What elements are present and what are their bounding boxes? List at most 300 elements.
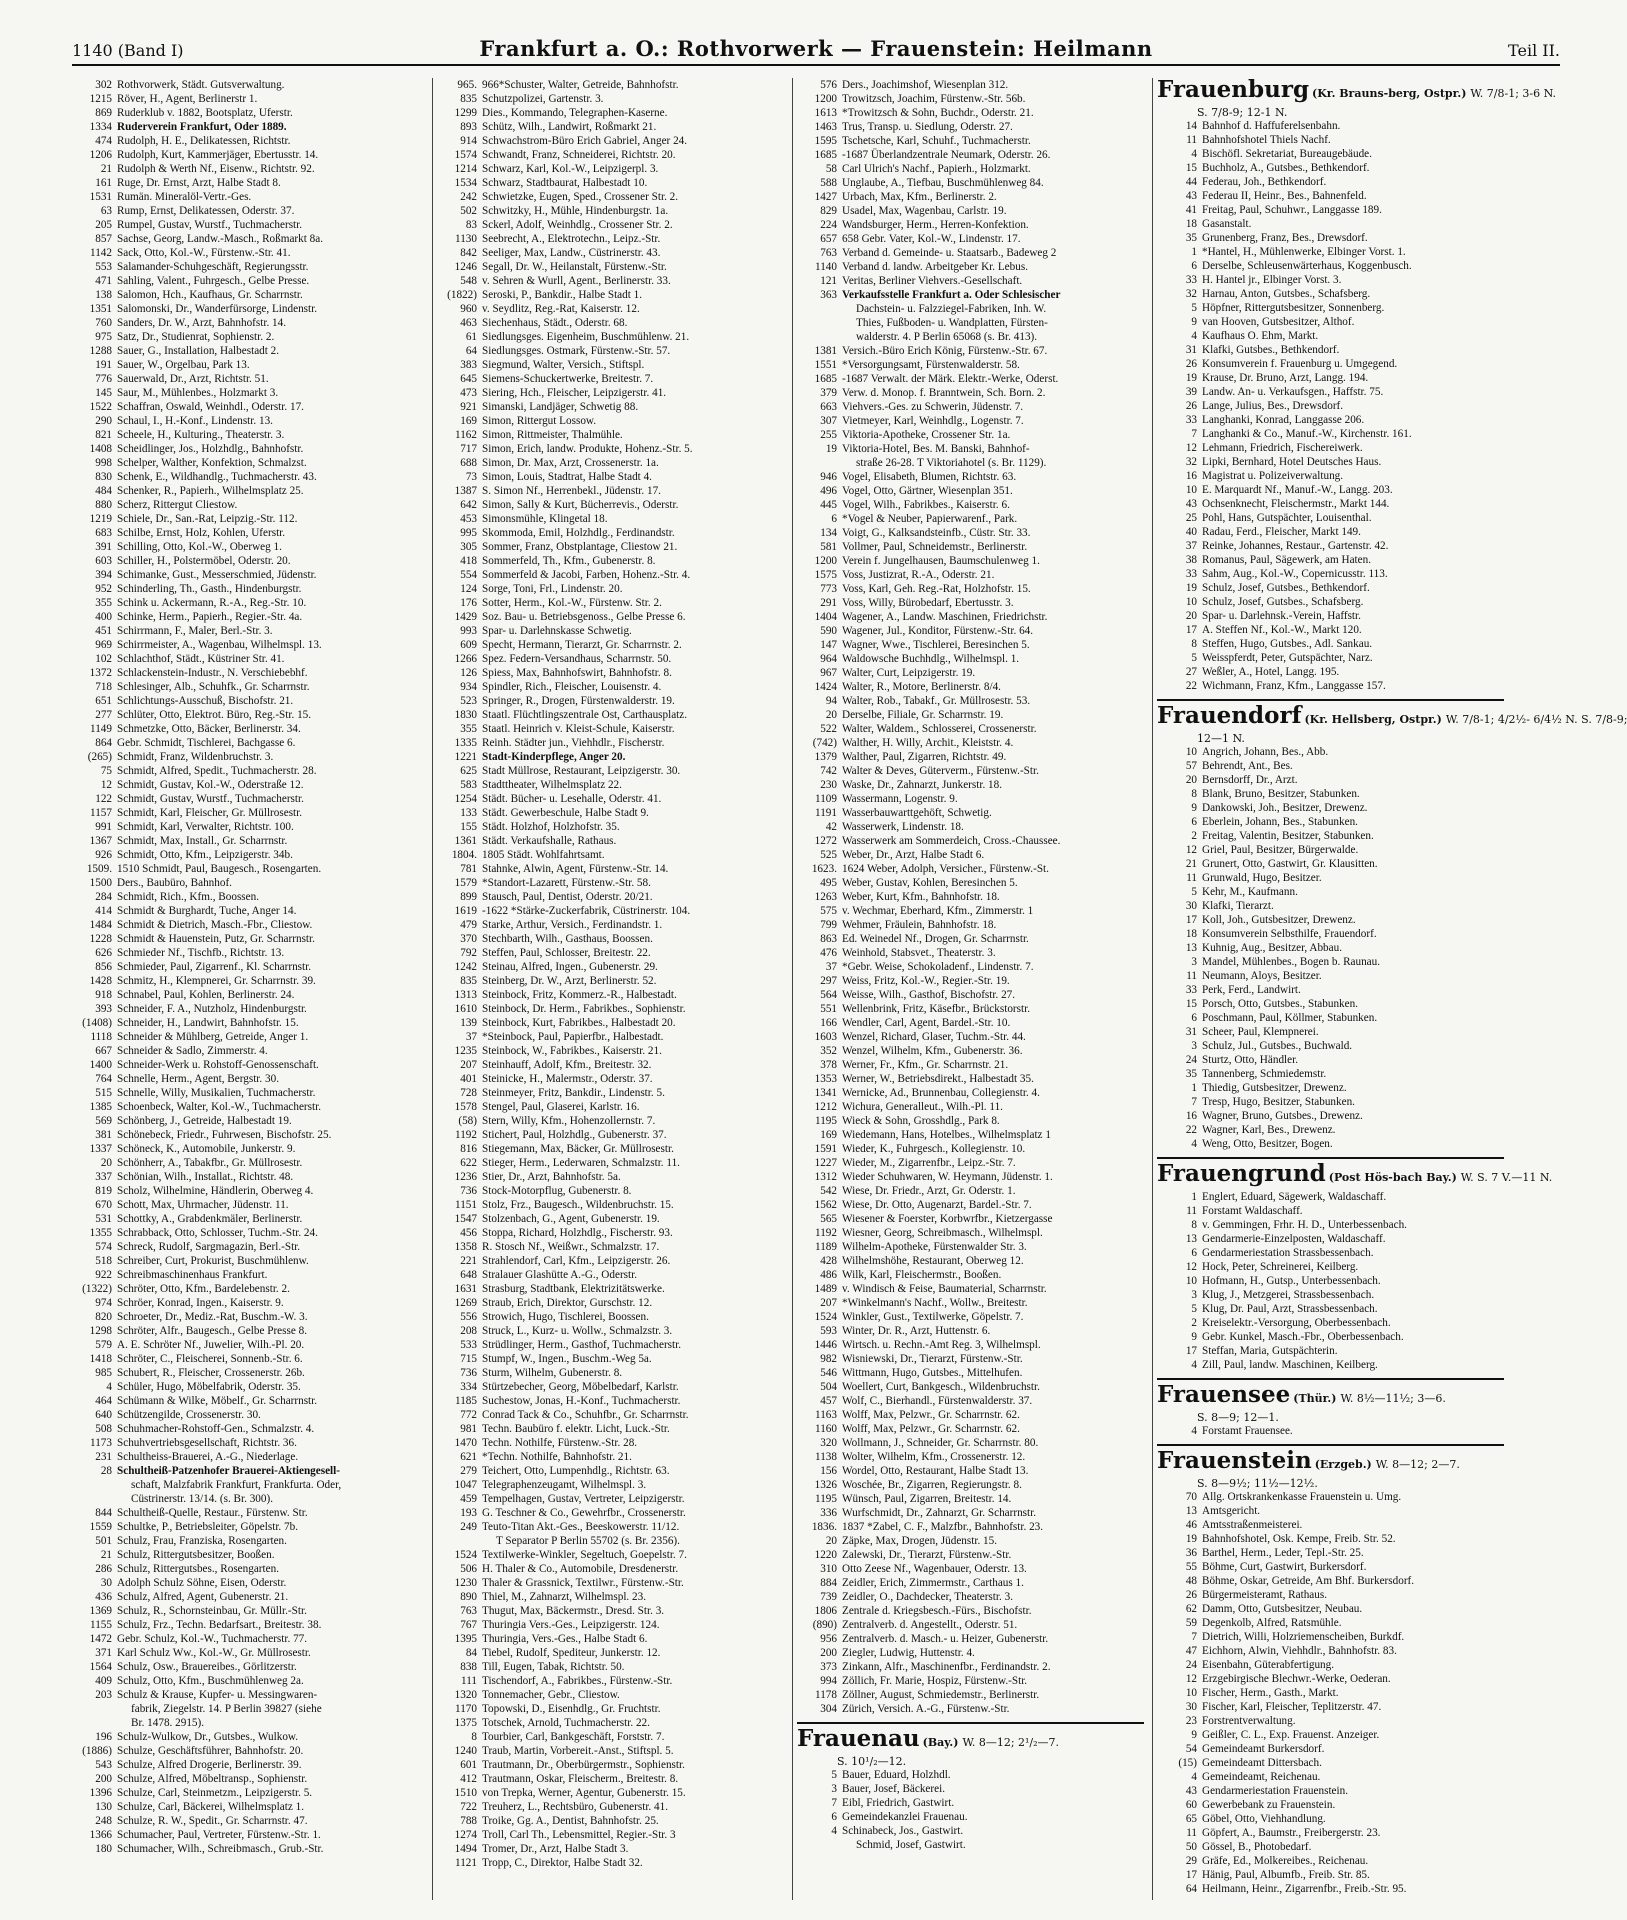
entry-text: Wagner, Wwe., Tischlerei, Beresinchen 5.: [842, 639, 1030, 651]
list-item: [437, 610, 784, 624]
list-item: [437, 1660, 784, 1674]
phone-number: 191: [95, 359, 112, 371]
entry-text: *Steinbock, Paul, Papierfbr., Halbestadt.: [482, 1031, 664, 1043]
phone-number: 20: [1185, 774, 1197, 786]
phone-number: 728: [460, 1087, 477, 1099]
list-item: [437, 876, 784, 890]
entry-text: Sturm, Wilhelm, Gubenerstr. 8.: [482, 1367, 623, 1379]
phone-number: 428: [820, 1255, 837, 1267]
list-item: [72, 848, 424, 862]
list-item: [797, 554, 1144, 568]
entry-text: Magistrat u. Polizeiverwaltung.: [1202, 470, 1344, 482]
phone-number: 1579: [454, 877, 477, 889]
entry-text: Schönberg, J., Getreide, Halbestadt 19.: [117, 1115, 292, 1127]
phone-number: [72, 1716, 117, 1730]
entry-text: Höpfner, Rittergutsbesitzer, Sonnenberg.: [1202, 302, 1385, 314]
list-item: [1157, 651, 1504, 665]
list-item: [1157, 1039, 1504, 1053]
phone-number: 993: [460, 625, 477, 637]
phone-number: 479: [460, 919, 477, 931]
list-item: [72, 1590, 424, 1604]
list-item: [1157, 1095, 1504, 1109]
entry-text: Gebr. Kunkel, Masch.-Fbr., Oberbessenbach.: [1202, 1331, 1404, 1343]
phone-number: 502: [460, 205, 477, 217]
phone-number: 1463: [814, 121, 837, 133]
entry-text: Teichert, Otto, Lumpenhdlg., Richtstr. 63.: [482, 1465, 670, 1477]
entry-text: Schmidt, Max, Install., Gr. Scharrnstr.: [117, 835, 288, 847]
entry-text: Federau II, Heinr., Bes., Bahnenfeld.: [1202, 190, 1367, 202]
phone-number: 1162: [455, 429, 477, 441]
phone-number: 1804.: [451, 849, 477, 861]
phone-number: 8: [1191, 788, 1197, 800]
phone-number: 880: [95, 499, 112, 511]
list-item: [1157, 969, 1504, 983]
list-item: [797, 1198, 1144, 1212]
phone-number: 1619: [454, 905, 477, 917]
list-item: [72, 1772, 424, 1786]
entry-text: Walter & Deves, Güterverm., Fürstenw.-Str.: [842, 765, 1039, 777]
entry-text: Wordel, Otto, Restaurant, Halbe Stadt 13.: [842, 1465, 1029, 1477]
entry-text: Ed. Weinedel Nf., Drogen, Gr. Scharrnstr.: [842, 933, 1029, 945]
entry-text: Wieder Schuhwaren, W. Heymann, Jüdenstr. 1.: [842, 1171, 1053, 1183]
phone-number: 715: [460, 1353, 477, 1365]
list-item: [1157, 231, 1504, 245]
entry-text: Griel, Paul, Besitzer, Bürgerwalde.: [1202, 844, 1359, 856]
list-item: [72, 302, 424, 316]
phone-number: 224: [820, 219, 837, 231]
entry-text: Schönherr, A., Tabakfbr., Gr. Müllrosestr.: [117, 1157, 303, 1169]
phone-number: 593: [820, 1325, 837, 1337]
entry-text: Schulz, Frz., Techn. Bedarfsart., Breitestr. 38.: [117, 1619, 322, 1631]
office-hours: W. 8½—11½; 3—6.: [1340, 1392, 1446, 1405]
list-item: [797, 316, 1144, 330]
phone-number: 974: [95, 1297, 112, 1309]
list-item: [437, 120, 784, 134]
list-item: [797, 680, 1144, 694]
phone-number: 23: [1185, 1715, 1197, 1727]
phone-number: 523: [460, 695, 477, 707]
list-item: [437, 1184, 784, 1198]
entry-text: Bahnhof d. Haffuferelsenbahn.: [1202, 120, 1341, 132]
phone-number: 205: [95, 219, 112, 231]
list-item: [797, 386, 1144, 400]
list-item: [1157, 1770, 1504, 1784]
list-item: [1157, 623, 1504, 637]
list-item: [1157, 609, 1504, 623]
entry-text: Troll, Carl Th., Lebensmittel, Regier.-Str. 3: [482, 1829, 676, 1841]
entry-text: Tischendorf, A., Fabrikbes., Fürstenw.-Str.: [482, 1675, 673, 1687]
phone-number: 307: [820, 415, 837, 427]
entry-text: Werner, Fr., Kfm., Gr. Scharrnstr. 21.: [842, 1059, 1009, 1071]
phone-number: 57: [1185, 760, 1197, 772]
town-name: Frauenau: [797, 1725, 920, 1752]
phone-number: 1189: [815, 1241, 837, 1253]
phone-number: 1610: [454, 1003, 477, 1015]
office-hours: W. 7/8-1; 3-6 N.: [1470, 87, 1557, 100]
list-item: [437, 1632, 784, 1646]
phone-number: 94: [825, 695, 837, 707]
entry-text: -1687 Verwalt. der Märk. Elektr.-Werke, Oderst.: [842, 373, 1059, 385]
list-item: [437, 1254, 784, 1268]
phone-number: 1230: [454, 1577, 477, 1589]
phone-number: 981: [460, 1423, 477, 1435]
list-item: [72, 1548, 424, 1562]
list-item: [1157, 119, 1504, 133]
entry-text: Viehvers.-Ges. zu Schwerin, Jüdenstr. 7.: [842, 401, 1024, 413]
entry-text: Schröter, C., Fleischerei, Sonnenb.-Str. 6.: [117, 1353, 303, 1365]
phone-number: 130: [95, 1801, 112, 1813]
list-item: [1157, 539, 1504, 553]
list-item: [72, 694, 424, 708]
phone-number: 30: [1185, 900, 1197, 912]
list-item: [797, 960, 1144, 974]
list-item: [797, 610, 1144, 624]
phone-number: 542: [820, 1185, 837, 1197]
list-item: [72, 1744, 424, 1758]
entry-text: Traub, Martin, Vorbereit.-Anst., Stiftspl. 5.: [482, 1745, 674, 1757]
phone-number: 1269: [454, 1297, 477, 1309]
list-item: [437, 890, 784, 904]
list-item: [1157, 371, 1504, 385]
entry-text: Schneider & Sadlo, Zimmerstr. 4.: [117, 1045, 268, 1057]
list-item: [797, 806, 1144, 820]
list-item: [437, 274, 784, 288]
list-item: [72, 526, 424, 540]
list-item: [797, 232, 1144, 246]
town-name: Frauensee: [1157, 1381, 1291, 1408]
entry-text: Kuhnig, Aug., Besitzer, Abbau.: [1202, 942, 1343, 954]
phone-number: 37: [825, 961, 837, 973]
phone-number: 37: [1185, 540, 1197, 552]
town-district: (Thür.): [1293, 1392, 1337, 1405]
office-hours-sunday: S. 10¹/₂—12.: [837, 1755, 907, 1768]
list-item: [797, 1688, 1144, 1702]
list-item: [797, 1184, 1144, 1198]
list-item: [72, 792, 424, 806]
phone-number: [797, 302, 842, 316]
phone-number: 1200: [814, 555, 837, 567]
phone-number: 3: [1191, 1289, 1197, 1301]
town-section: [1157, 699, 1627, 1151]
list-item: [1157, 913, 1504, 927]
phone-number: 221: [460, 1255, 477, 1267]
list-item: [797, 288, 1144, 302]
entry-text: Verein f. Jungelhausen, Baumschulenweg 1.: [842, 555, 1040, 567]
list-item: [437, 904, 784, 918]
phone-number: 1428: [89, 975, 112, 987]
list-item: [1157, 203, 1504, 217]
entry-text: Sauer, G., Installation, Halbestadt 2.: [117, 345, 280, 357]
list-item: [72, 428, 424, 442]
list-item: [1157, 927, 1504, 941]
entry-text: Rudolph, H. E., Delikatessen, Richtstr.: [117, 135, 291, 147]
list-item: [437, 344, 784, 358]
phone-number: 763: [820, 247, 837, 259]
list-item: [1157, 1728, 1504, 1742]
list-item: [437, 582, 784, 596]
entry-text: Schenker, R., Papierh., Wilhelmsplatz 25.: [117, 485, 304, 497]
phone-number: 42: [825, 821, 837, 833]
entry-text: Neumann, Aloys, Besitzer.: [1202, 970, 1322, 982]
phone-number: 952: [95, 583, 112, 595]
entry-text: Amtsgericht.: [1202, 1505, 1261, 1517]
entry-text: Derselbe, Filiale, Gr. Scharrnstr. 19.: [842, 709, 1004, 721]
list-item: [72, 1114, 424, 1128]
list-item: [72, 78, 424, 92]
list-item: [72, 484, 424, 498]
phone-number: 964: [820, 653, 837, 665]
phone-number: 20: [825, 709, 837, 721]
phone-number: 1149: [90, 723, 112, 735]
entry-text: Rudolph & Werth Nf., Eisenw., Richtstr. 92.: [117, 163, 315, 175]
phone-number: 33: [1185, 568, 1197, 580]
phone-number: 63: [100, 205, 112, 217]
entry-text: Ruge, Dr. Ernst, Arzt, Halbe Stadt 8.: [117, 177, 281, 189]
entry-text: Fischer, Karl, Fleischer, Teplitzerstr. 47.: [1202, 1701, 1382, 1713]
phone-number: 1685: [814, 149, 837, 161]
list-item: [797, 904, 1144, 918]
list-item: [72, 1576, 424, 1590]
entry-text: Schott, Max, Uhrmacher, Jüdenstr. 11.: [117, 1199, 289, 1211]
entry-text: Schottky, A., Grabdenkmäler, Berlinerstr.: [117, 1213, 303, 1225]
phone-number: [797, 316, 842, 330]
list-item: [797, 1618, 1144, 1632]
list-item: [797, 120, 1144, 134]
entry-text: Rudolph, Kurt, Kammerjäger, Ebertusstr. 14.: [117, 149, 319, 161]
list-item: [72, 512, 424, 526]
phone-number: 531: [95, 1213, 112, 1225]
entry-text: Dietrich, Willi, Holzriemenscheiben, Burkdf.: [1202, 1631, 1405, 1643]
list-item: [1157, 1868, 1504, 1882]
phone-number: 451: [95, 625, 112, 637]
list-item: [437, 78, 784, 92]
phone-number: 11: [1186, 970, 1197, 982]
entry-text: Zentralverb. d. Masch.- u. Heizer, Gubenerstr.: [842, 1633, 1049, 1645]
entry-text: Sotter, Herm., Kol.-W., Fürstenw. Str. 2.: [482, 597, 662, 609]
entry-text: Schmidt, Karl, Fleischer, Gr. Müllrosestr.: [117, 807, 303, 819]
phone-number: 19: [1185, 582, 1197, 594]
list-item: [437, 708, 784, 722]
phone-number: 4: [106, 1381, 112, 1393]
entry-text: Trus, Transp. u. Siedlung, Oderstr. 27.: [842, 121, 1013, 133]
entry-text: Landw. An- u. Verkaufsgen., Haffstr. 75.: [1202, 386, 1384, 398]
entry-text: Wichmann, Franz, Kfm., Langgasse 157.: [1202, 680, 1386, 692]
list-item: [72, 1408, 424, 1422]
town-heading: [1157, 76, 1557, 106]
phone-number: 7: [1191, 1096, 1197, 1108]
entry-text: Grunwald, Hugo, Besitzer.: [1202, 872, 1322, 884]
list-item: [437, 1072, 784, 1086]
phone-number: 249: [460, 1521, 477, 1533]
phone-number: 284: [95, 891, 112, 903]
phone-number: 134: [820, 527, 837, 539]
entry-text: Wolff, Max, Pelzwr., Gr. Scharrnstr. 62.: [842, 1409, 1020, 1421]
entry-text: Wilk, Karl, Fleischermstr., Booßen.: [842, 1269, 1002, 1281]
phone-number: 4: [1191, 1138, 1197, 1150]
phone-number: 277: [95, 709, 112, 721]
entry-text: Böhme, Curt, Gastwirt, Burkersdorf.: [1202, 1561, 1367, 1573]
list-item: [1157, 1574, 1504, 1588]
list-item: [72, 708, 424, 722]
entry-text: Schulz, Rittergutsbesitzer, Booßen.: [117, 1549, 275, 1561]
list-item: [437, 386, 784, 400]
list-item: [1157, 1316, 1504, 1330]
town-district: (Bay.): [922, 1736, 959, 1749]
phone-number: 518: [95, 1255, 112, 1267]
list-item: [72, 988, 424, 1002]
entry-text: Siechenhaus, Städt., Oderstr. 68.: [482, 317, 628, 329]
list-item: [437, 260, 784, 274]
list-item: [437, 1212, 784, 1226]
phone-number: 819: [95, 1185, 112, 1197]
part-label: Teil II.: [1508, 41, 1560, 60]
entry-text: Eichhorn, Alwin, Viehhdlr., Bahnhofstr. 83.: [1202, 1645, 1397, 1657]
entry-text: Schink u. Ackermann, R.-A., Reg.-Str. 10.: [117, 597, 307, 609]
entry-text: Schirrmann, F., Maler, Berl.-Str. 3.: [117, 625, 273, 637]
entry-text: Troike, Gg. A., Dentist, Bahnhofstr. 25.: [482, 1815, 659, 1827]
directory-column: [432, 78, 784, 1900]
phone-number: 736: [460, 1185, 477, 1197]
list-item: [72, 1184, 424, 1198]
phone-number: 1109: [815, 793, 837, 805]
entry-text: Schmieder, Paul, Zigarrenf., Kl. Scharrnstr.: [117, 961, 312, 973]
entry-text: Wolff, Max, Pelzwr., Gr. Scharrnstr. 62.: [842, 1423, 1020, 1435]
entry-text: Carl Ulrich's Nachf., Papierh., Holzmarkt.: [842, 163, 1031, 175]
phone-number: 1212: [814, 1101, 837, 1113]
entry-text: Walter, R., Motore, Berlinerstr. 8/4.: [842, 681, 1001, 693]
phone-number: 6: [1191, 1012, 1197, 1024]
list-item: [437, 442, 784, 456]
entry-text: Voigt, G., Kalksandsteinfb., Cüstr. Str. 33.: [842, 527, 1031, 539]
phone-number: 242: [460, 191, 477, 203]
list-item: [797, 694, 1144, 708]
phone-number: 464: [95, 1395, 112, 1407]
list-item: [72, 624, 424, 638]
phone-number: 1524: [454, 1549, 477, 1561]
phone-number: 1484: [89, 919, 112, 931]
entry-text: Schmitz, H., Klempnerei, Gr. Scharrnstr. 39.: [117, 975, 316, 987]
phone-number: 670: [95, 1199, 112, 1211]
phone-number: (265): [87, 751, 112, 763]
phone-number: 546: [820, 1367, 837, 1379]
list-item: [437, 1674, 784, 1688]
phone-number: 9: [1191, 1729, 1197, 1741]
list-item: [1157, 665, 1504, 679]
phone-number: 13: [1185, 1233, 1197, 1245]
entry-text: Wieck & Sohn, Grosshdlg., Park 8.: [842, 1115, 1000, 1127]
entry-text: Geißler, C. L., Exp. Frauenst. Anzeiger.: [1202, 1729, 1380, 1741]
entry-text: Staatl. Flüchtlingszentrale Ost, Carthausplatz.: [482, 709, 688, 721]
list-item: [1157, 1812, 1504, 1826]
phone-number: 1326: [814, 1479, 837, 1491]
entry-text: Salomonski, Dr., Wanderfürsorge, Lindenstr.: [117, 303, 318, 315]
phone-number: 412: [460, 1773, 477, 1785]
entry-text: Schützengilde, Crossenerstr. 30.: [117, 1409, 261, 1421]
list-item: [437, 652, 784, 666]
entry-text: Rumän. Mineralöl-Vertr.-Ges.: [117, 191, 252, 203]
phone-number: 18: [1185, 928, 1197, 940]
phone-number: 5: [1191, 886, 1197, 898]
phone-number: 180: [95, 1843, 112, 1855]
phone-number: 35: [1185, 232, 1197, 244]
phone-number: [72, 1492, 117, 1506]
list-item: [797, 1058, 1144, 1072]
entry-text: Wolter, Wilhelm, Kfm., Crossenerstr. 12.: [842, 1451, 1026, 1463]
entry-text: Weinhold, Stabsvet., Theaterstr. 3.: [842, 947, 996, 959]
town-section: [1157, 1444, 1504, 1896]
list-item: [437, 568, 784, 582]
entry-text: Schoenbeck, Walter, Kol.-W., Tuchmacherstr.: [117, 1101, 322, 1113]
list-item: [797, 1086, 1144, 1100]
list-item: [1157, 287, 1504, 301]
phone-number: (1822): [447, 289, 477, 301]
phone-number: 457: [820, 1395, 837, 1407]
entry-text: Gendarmeriestation Frauenstein.: [1202, 1785, 1349, 1797]
list-item: [72, 806, 424, 820]
entry-text: Wilhelm-Apotheke, Fürstenwalder Str. 3.: [842, 1241, 1027, 1253]
phone-number: 820: [95, 1311, 112, 1323]
list-item: [72, 1058, 424, 1072]
phone-number: (58): [458, 1115, 477, 1127]
phone-number: 1220: [814, 1549, 837, 1561]
entry-text: Zöllner, August, Schmiedemstr., Berlinerstr.: [842, 1689, 1040, 1701]
phone-number: 2: [1191, 1317, 1197, 1329]
list-item: [1157, 217, 1504, 231]
entry-text: Schmidt & Dietrich, Masch.-Fbr., Cliestow.: [117, 919, 313, 931]
entry-text: Forstamt Waldaschaff.: [1202, 1205, 1303, 1217]
phone-number: 667: [95, 1045, 112, 1057]
phone-number: 391: [95, 541, 112, 553]
entry-text: Schilbe, Ernst, Holz, Kohlen, Uferstr.: [117, 527, 286, 539]
phone-number: 1: [1191, 1191, 1197, 1203]
phone-number: 33: [1185, 414, 1197, 426]
entry-text: Schmieder Nf., Tischfb., Richtstr. 13.: [117, 947, 285, 959]
list-item: [72, 946, 424, 960]
list-item: [72, 1142, 424, 1156]
list-item: [437, 162, 784, 176]
list-item: [1157, 1644, 1504, 1658]
list-item: [437, 1226, 784, 1240]
list-item: [797, 162, 1144, 176]
list-item: [1157, 1246, 1504, 1260]
list-item: [1157, 1686, 1504, 1700]
phone-number: 401: [460, 1073, 477, 1085]
list-item: [797, 764, 1144, 778]
list-item: [1157, 997, 1504, 1011]
town-name: Frauendorf: [1157, 702, 1302, 729]
list-item: [1157, 259, 1504, 273]
phone-number: 302: [95, 79, 112, 91]
phone-number: 1178: [815, 1689, 837, 1701]
phone-number: 400: [95, 611, 112, 623]
list-item: [797, 1380, 1144, 1394]
list-item: [72, 372, 424, 386]
entry-text: Schreiber, Curt, Prokurist, Buschmühlenw.: [117, 1255, 309, 1267]
list-item: [437, 862, 784, 876]
entry-text: Simon, Rittmeister, Thalmühle.: [482, 429, 623, 441]
list-item: [437, 1142, 784, 1156]
phone-number: 718: [95, 681, 112, 693]
entry-text: v. Windisch & Feise, Baumaterial, Scharrnstr.: [842, 1283, 1047, 1295]
town-section: [1157, 76, 1557, 693]
list-item: [1157, 815, 1504, 829]
list-item: [437, 1856, 784, 1870]
list-item: [1157, 1672, 1504, 1686]
phone-number: 10: [1185, 484, 1197, 496]
phone-number: 10: [1185, 1275, 1197, 1287]
phone-number: 1173: [90, 1437, 112, 1449]
list-item: [1157, 1742, 1504, 1756]
